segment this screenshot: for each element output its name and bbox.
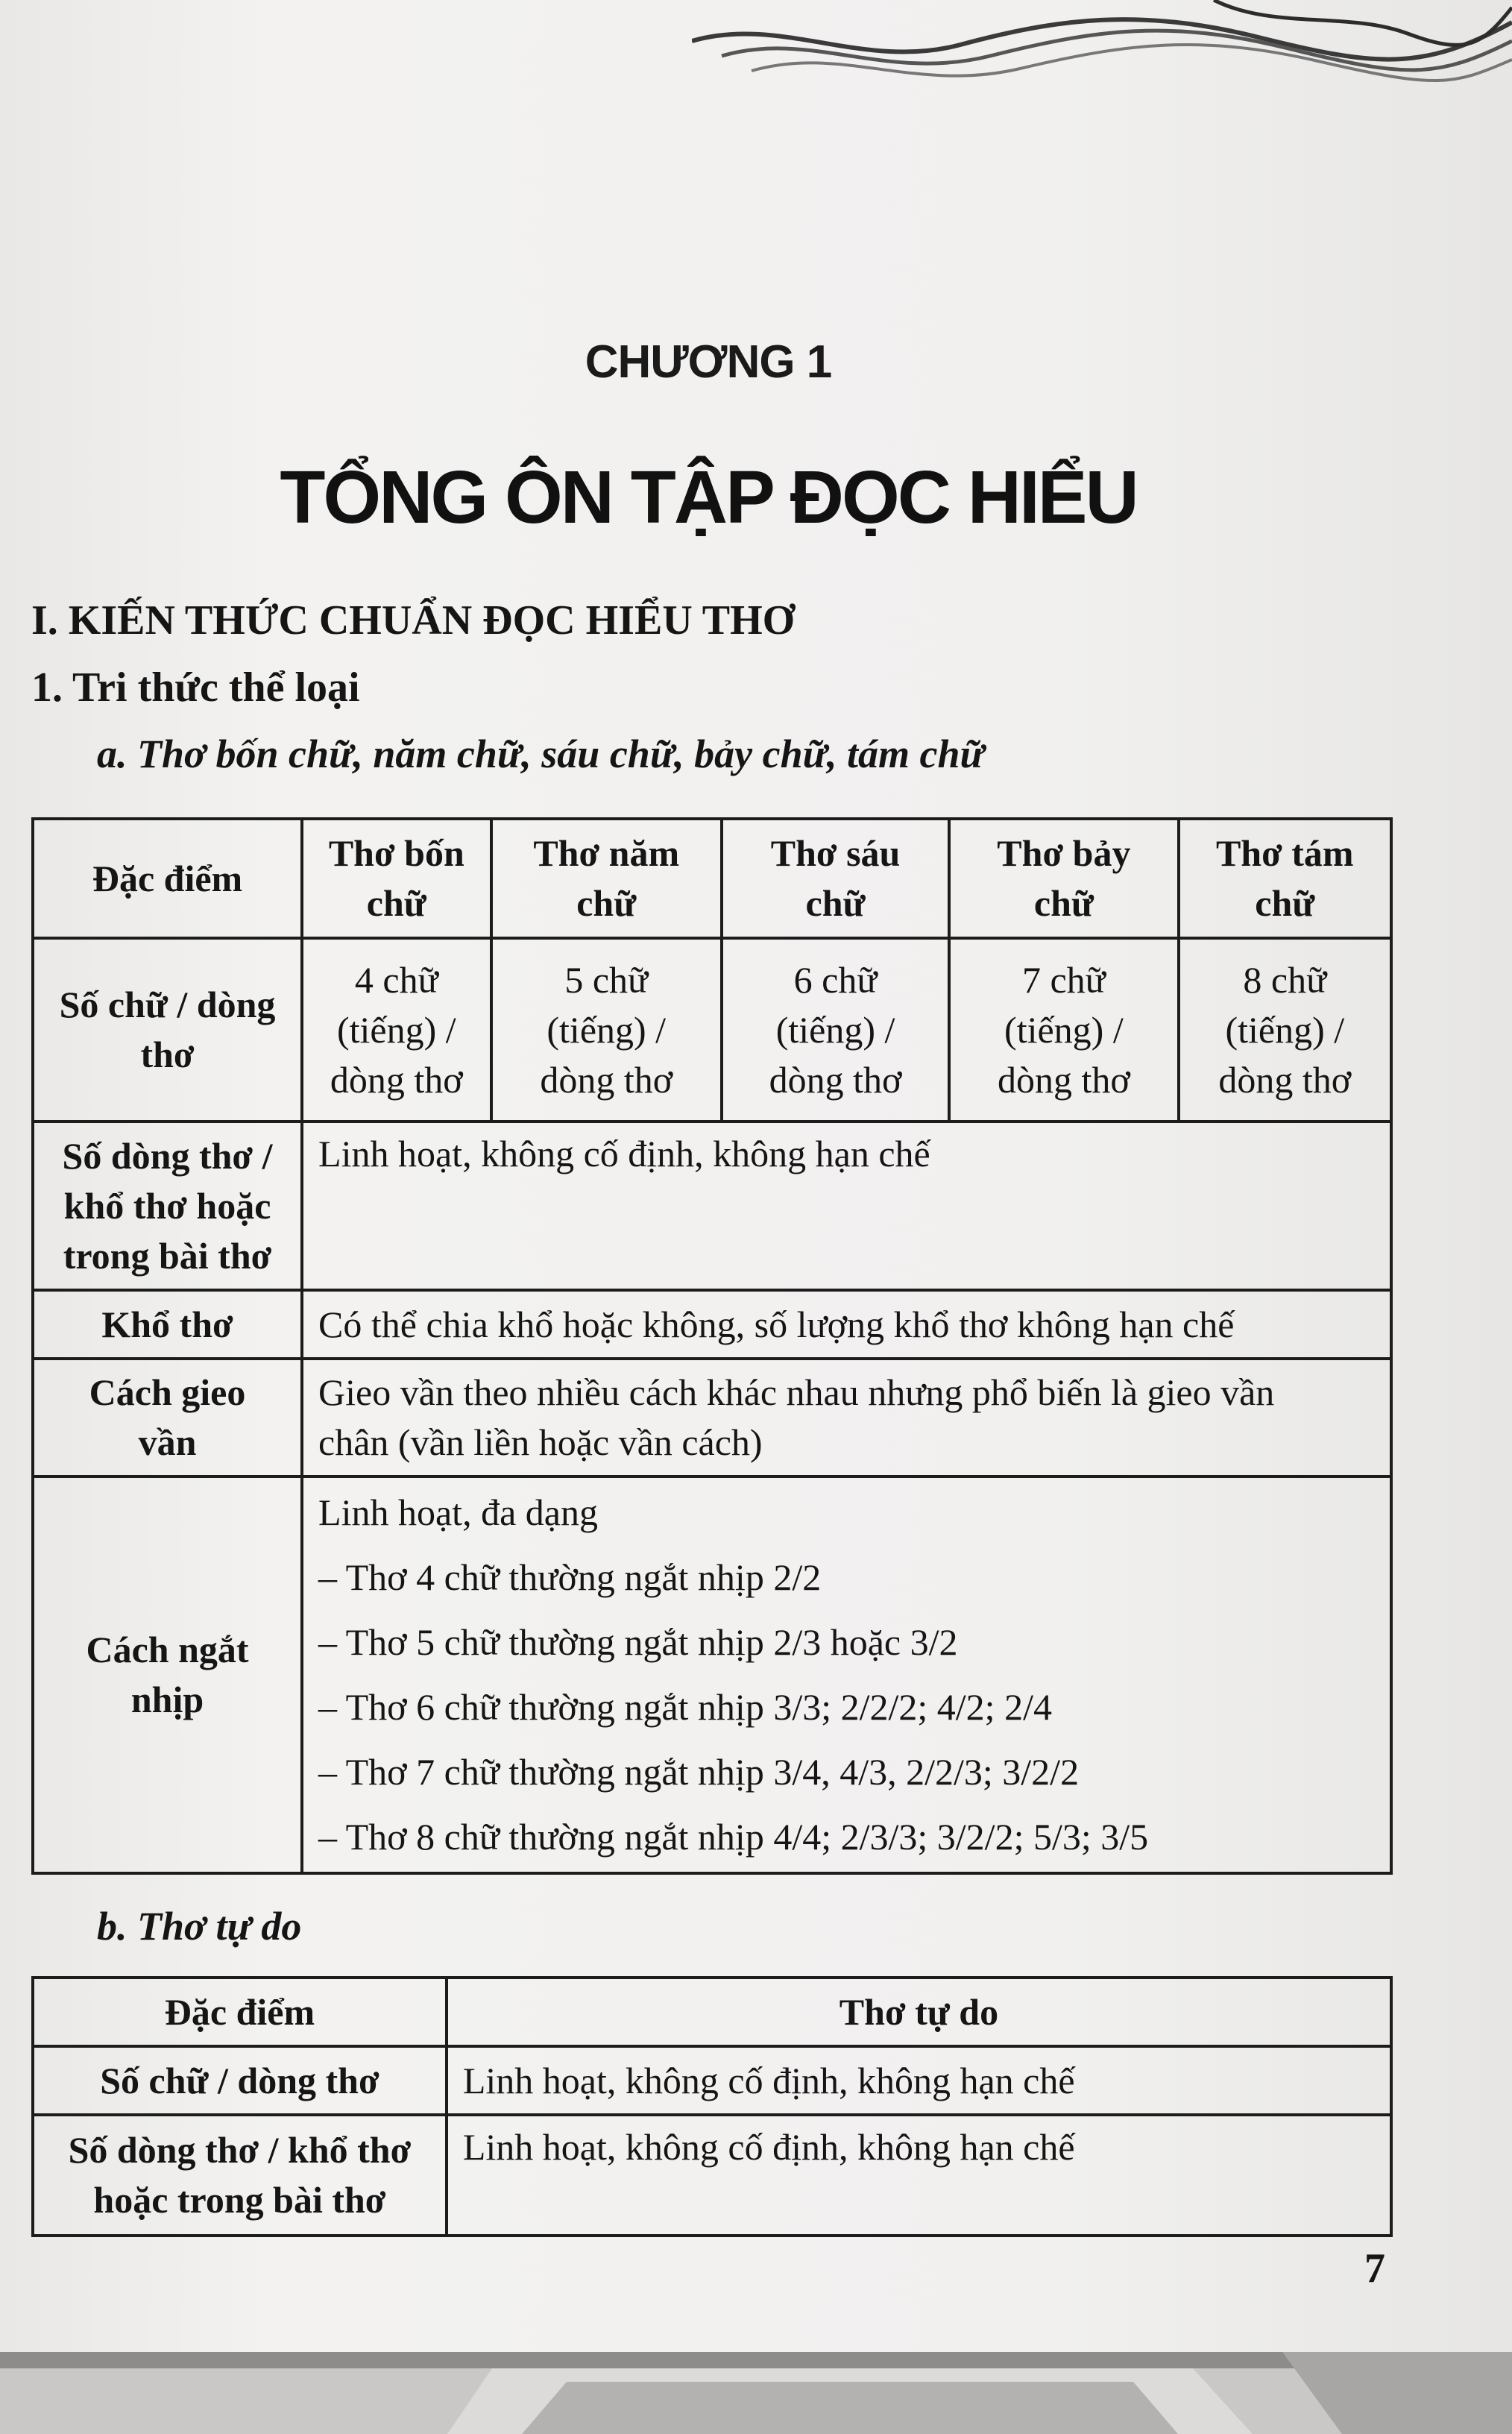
header-eight-word: Thơ tám chữ [1179, 819, 1391, 938]
cell-rhythm [302, 1477, 1391, 1873]
rhythm-line: – Thơ 5 chữ thường ngắt nhịp 2/3 hoặc 3/2 [318, 1621, 958, 1663]
free-verse-header-row [33, 1978, 1391, 2046]
row-label-lines-per-stanza: Số dòng thơ / khổ thơ hoặc trong bài thơ [33, 1122, 302, 1290]
free-verse-header-feature: Đặc điểm [33, 1978, 447, 2046]
poem-form-table [31, 817, 1393, 1875]
free-verse-cell-lines: Linh hoạt, không cố định, không hạn chế [447, 2115, 1391, 2236]
free-verse-header-value: Thơ tự do [447, 1978, 1391, 2046]
cell-seven-word-count: 7 chữ (tiếng) / dòng thơ [949, 938, 1178, 1122]
header-seven-word: Thơ bảy chữ [949, 819, 1178, 938]
table-header-row [33, 819, 1391, 938]
free-verse-label-words: Số chữ / dòng thơ [33, 2046, 447, 2115]
free-verse-row-words [33, 2046, 1391, 2115]
free-verse-cell-words: Linh hoạt, không cố định, không hạn chế [447, 2046, 1391, 2115]
subsection-heading: 1. Tri thức thể loại [31, 664, 360, 711]
part-a-heading: a. Thơ bốn chữ, năm chữ, sáu chữ, bảy chữ, tám chữ [97, 732, 984, 776]
header-four-word: Thơ bốn chữ [302, 819, 491, 938]
table-row-rhythm [33, 1477, 1391, 1873]
cell-lines-per-stanza: Linh hoạt, không cố định, không hạn chế [302, 1122, 1391, 1290]
part-b-heading: b. Thơ tự do [97, 1904, 302, 1949]
cell-six-word-count: 6 chữ (tiếng) / dòng thơ [722, 938, 949, 1122]
table-row-lines-per-stanza [33, 1122, 1391, 1290]
cell-four-word-count: 4 chữ (tiếng) / dòng thơ [302, 938, 491, 1122]
rhythm-line: Linh hoạt, đa dạng [318, 1491, 598, 1533]
cell-five-word-count: 5 chữ (tiếng) / dòng thơ [491, 938, 722, 1122]
free-verse-table [31, 1976, 1393, 2237]
section-heading: I. KIẾN THỨC CHUẨN ĐỌC HIỂU THƠ [31, 597, 796, 644]
header-wave-ornament [692, 0, 1512, 97]
rhythm-line: – Thơ 6 chữ thường ngắt nhịp 3/3; 2/2/2; 4/2; 2/4 [318, 1686, 1052, 1728]
page-number: 7 [1364, 2245, 1385, 2292]
header-six-word: Thơ sáu chữ [722, 819, 949, 938]
cell-rhyme: Gieo vần theo nhiều cách khác nhau nhưng phổ biến là gieo vần chân (vần liền hoặc vần cách) [302, 1359, 1391, 1477]
row-label-rhythm: Cách ngắt nhịp [33, 1477, 302, 1873]
cell-eight-word-count: 8 chữ (tiếng) / dòng thơ [1179, 938, 1391, 1122]
cell-stanza: Có thể chia khổ hoặc không, số lượng khổ thơ không hạn chế [302, 1290, 1391, 1359]
row-label-rhyme: Cách gieo vần [33, 1359, 302, 1477]
row-label-stanza: Khổ thơ [33, 1290, 302, 1359]
header-feature: Đặc điểm [33, 819, 302, 938]
free-verse-label-lines: Số dòng thơ / khổ thơ hoặc trong bài thơ [33, 2115, 447, 2236]
free-verse-row-lines [33, 2115, 1391, 2236]
chapter-title: TỔNG ÔN TẬP ĐỌC HIỂU [280, 456, 1137, 539]
rhythm-line: – Thơ 4 chữ thường ngắt nhịp 2/2 [318, 1556, 822, 1598]
header-five-word: Thơ năm chữ [491, 819, 722, 938]
row-label-words-per-line: Số chữ / dòng thơ [33, 938, 302, 1122]
rhythm-line: – Thơ 7 chữ thường ngắt nhịp 3/4, 4/3, 2/2/3; 3/2/2 [318, 1751, 1080, 1793]
rhythm-line: – Thơ 8 chữ thường ngắt nhịp 4/4; 2/3/3; 3/2/2; 5/3; 3/5 [318, 1816, 1149, 1858]
table-row-stanza [33, 1290, 1391, 1359]
table-row-rhyme [33, 1359, 1391, 1477]
footer-ornament [0, 2322, 1512, 2434]
table-row-words-per-line [33, 938, 1391, 1122]
chapter-label: CHƯƠNG 1 [585, 336, 832, 388]
